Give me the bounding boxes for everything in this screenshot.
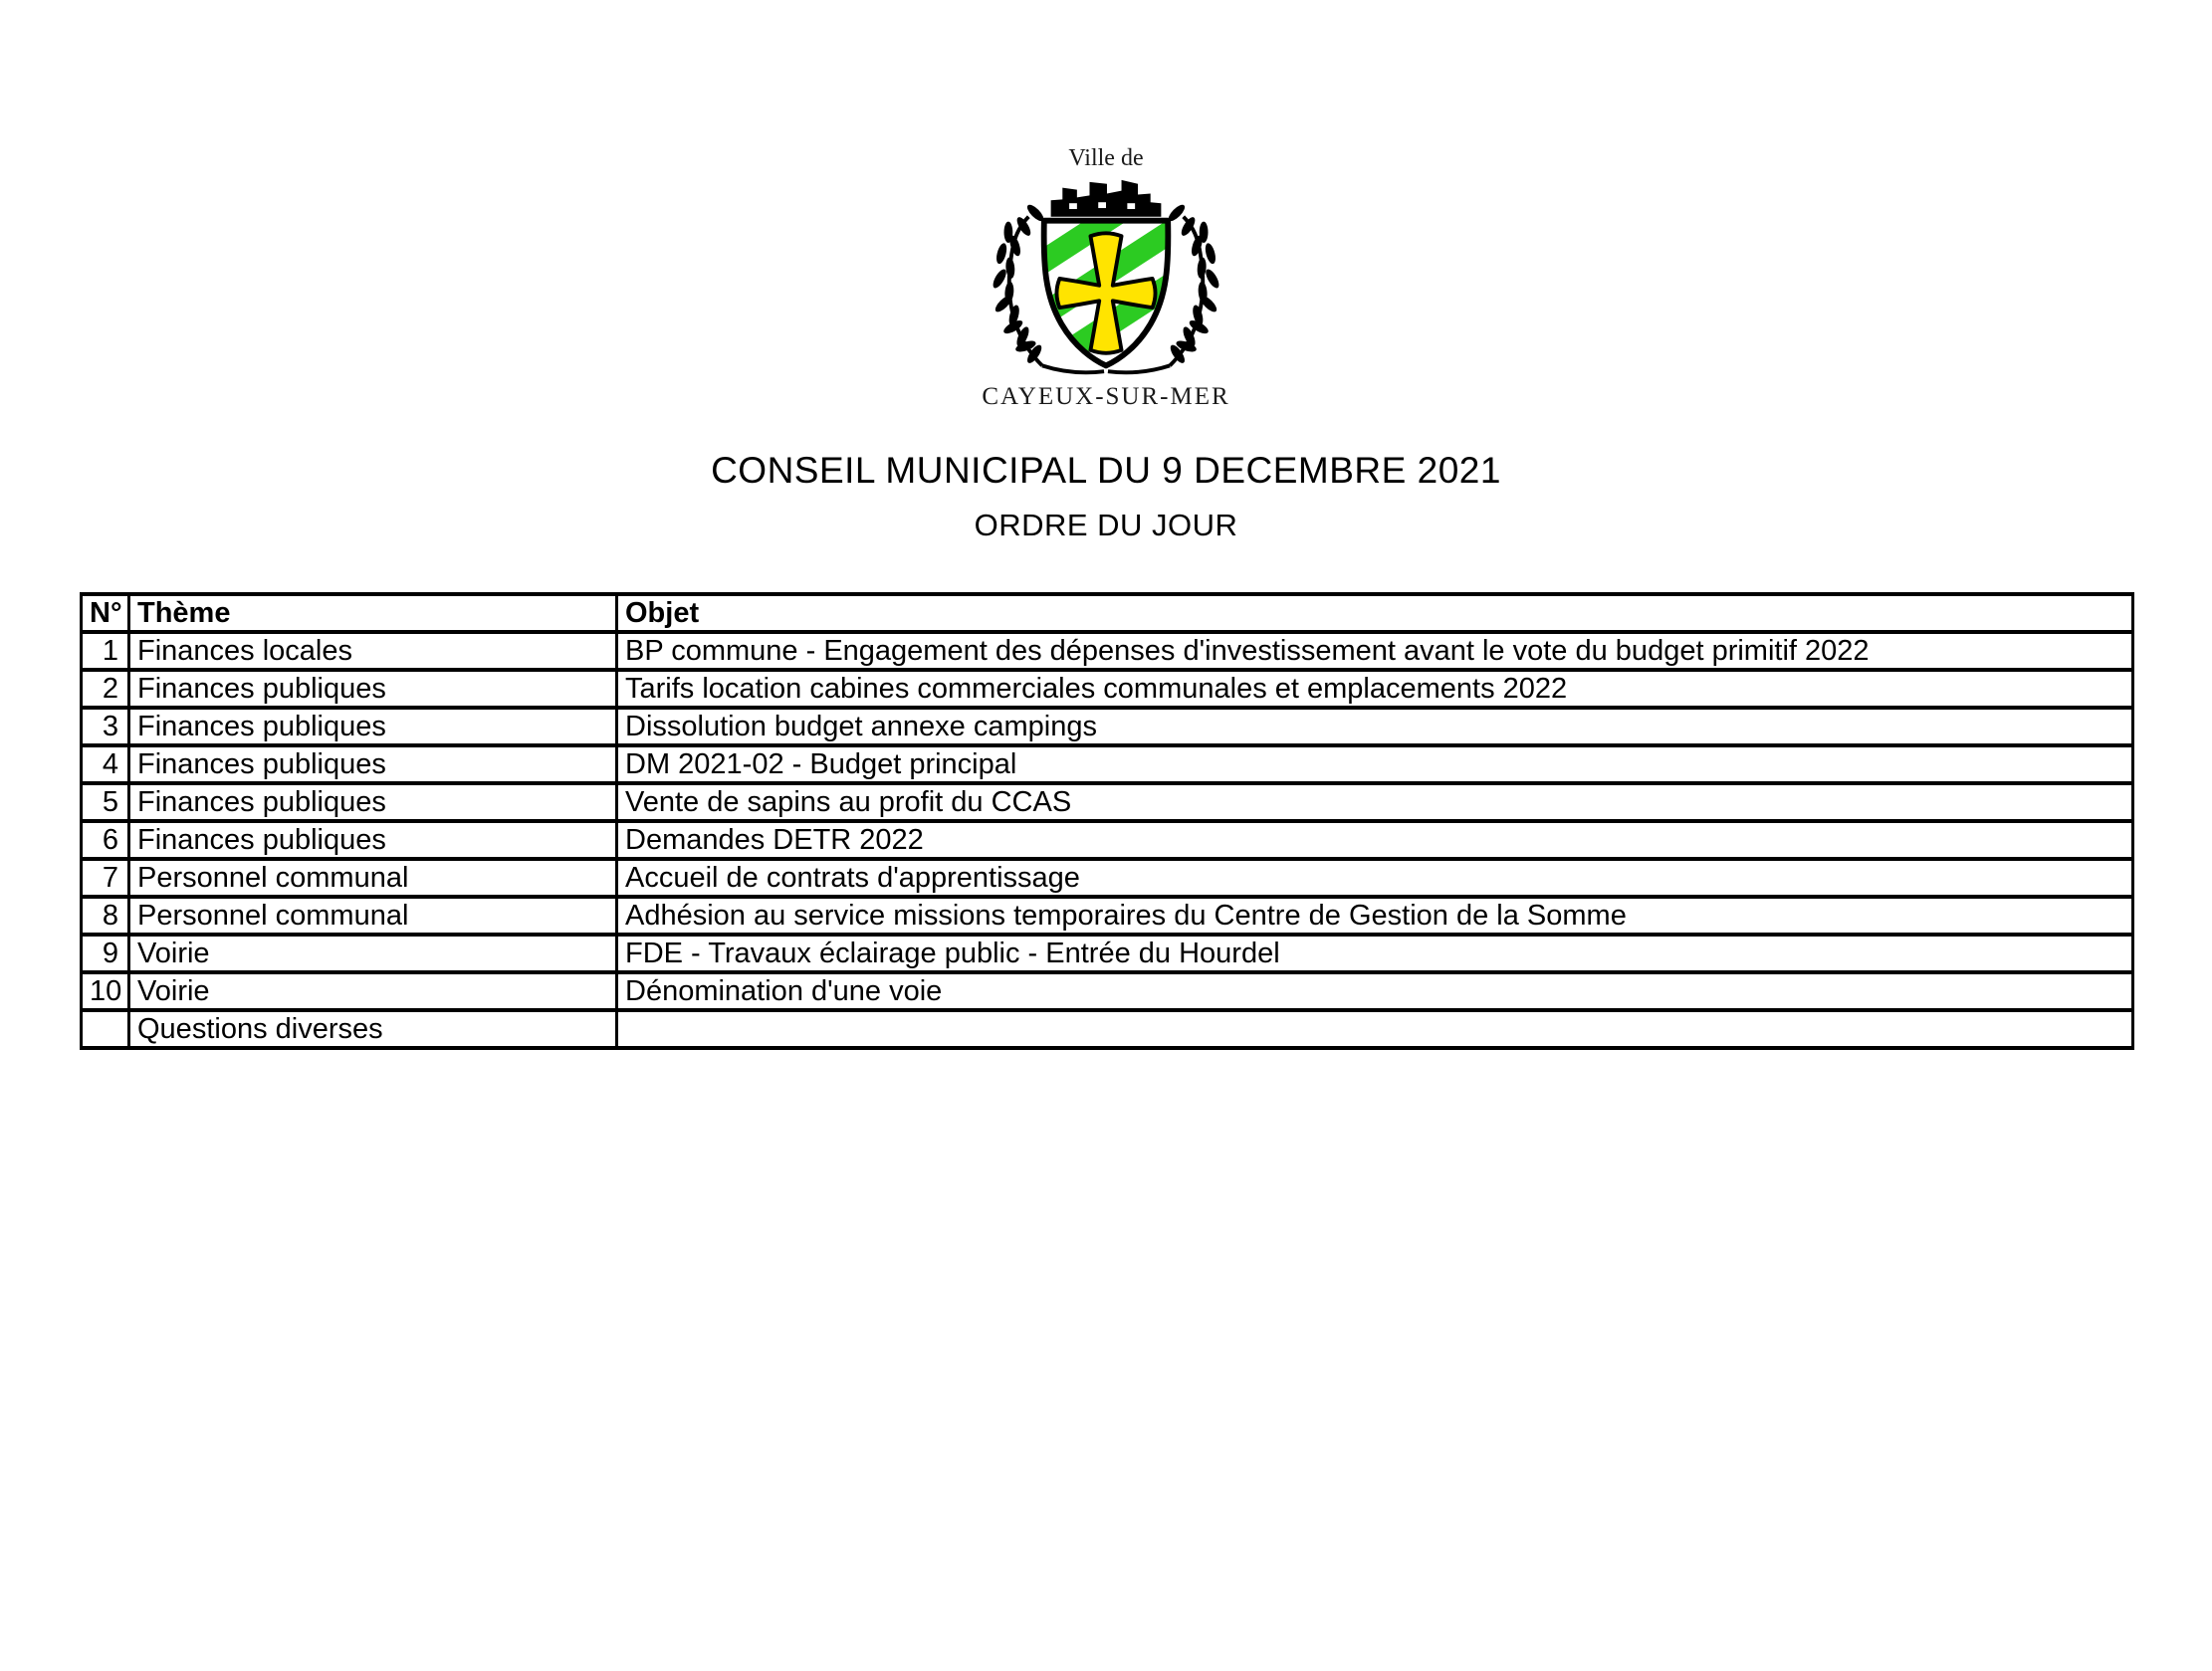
cell-theme: Finances publiques bbox=[129, 821, 617, 859]
cell-objet: Accueil de contrats d'apprentissage bbox=[617, 859, 2133, 897]
table-header-row bbox=[82, 594, 2133, 632]
column-header-theme: Thème bbox=[129, 594, 617, 632]
cell-theme: Finances publiques bbox=[129, 708, 617, 745]
cell-objet: Demandes DETR 2022 bbox=[617, 821, 2133, 859]
cell-theme: Finances publiques bbox=[129, 670, 617, 708]
column-header-objet: Objet bbox=[617, 594, 2133, 632]
table-row bbox=[82, 632, 2133, 670]
cell-num: 7 bbox=[82, 859, 129, 897]
cell-num: 9 bbox=[82, 935, 129, 972]
cell-objet: Vente de sapins au profit du CCAS bbox=[617, 783, 2133, 821]
cell-theme: Questions diverses bbox=[129, 1010, 617, 1048]
cell-num: 6 bbox=[82, 821, 129, 859]
table-row bbox=[82, 897, 2133, 935]
cell-num: 2 bbox=[82, 670, 129, 708]
cell-theme: Personnel communal bbox=[129, 859, 617, 897]
page-title: CONSEIL MUNICIPAL DU 9 DECEMBRE 2021 bbox=[711, 450, 1501, 491]
cell-num: 10 bbox=[82, 972, 129, 1010]
table-row bbox=[82, 859, 2133, 897]
table-row bbox=[82, 935, 2133, 972]
table-row bbox=[82, 670, 2133, 708]
table-row bbox=[82, 708, 2133, 745]
table-row bbox=[82, 821, 2133, 859]
cell-objet: Tarifs location cabines commerciales communales et emplacements 2022 bbox=[617, 670, 2133, 708]
shield-icon bbox=[1044, 221, 1169, 366]
city-logo bbox=[0, 145, 2212, 411]
table-row bbox=[82, 1010, 2133, 1048]
coat-of-arms-icon bbox=[975, 176, 1237, 379]
cell-num: 3 bbox=[82, 708, 129, 745]
page-subtitle: ORDRE DU JOUR bbox=[974, 508, 1238, 542]
table-row bbox=[82, 783, 2133, 821]
agenda-table bbox=[80, 592, 2134, 1050]
cell-objet: Dénomination d'une voie bbox=[617, 972, 2133, 1010]
cell-objet: DM 2021-02 - Budget principal bbox=[617, 745, 2133, 783]
cell-num: 5 bbox=[82, 783, 129, 821]
cell-objet: Dissolution budget annexe campings bbox=[617, 708, 2133, 745]
cell-theme: Finances publiques bbox=[129, 745, 617, 783]
mural-crown-icon bbox=[1051, 180, 1162, 217]
cell-theme: Finances locales bbox=[129, 632, 617, 670]
cell-num: 4 bbox=[82, 745, 129, 783]
cell-objet: FDE - Travaux éclairage public - Entrée du Hourdel bbox=[617, 935, 2133, 972]
cell-num: 8 bbox=[82, 897, 129, 935]
logo-city-name-label: CAYEUX-SUR-MER bbox=[982, 383, 1230, 410]
cell-theme: Voirie bbox=[129, 935, 617, 972]
cell-theme: Personnel communal bbox=[129, 897, 617, 935]
cell-objet: Adhésion au service missions temporaires du Centre de Gestion de la Somme bbox=[617, 897, 2133, 935]
table-row bbox=[82, 972, 2133, 1010]
cell-theme: Voirie bbox=[129, 972, 617, 1010]
cell-num: 1 bbox=[82, 632, 129, 670]
cell-theme: Finances publiques bbox=[129, 783, 617, 821]
column-header-num: N° bbox=[82, 594, 129, 632]
cell-objet: BP commune - Engagement des dépenses d'investissement avant le vote du budget primitif 2022 bbox=[617, 632, 2133, 670]
cell-num bbox=[82, 1010, 129, 1048]
logo-ville-de-label: Ville de bbox=[1068, 145, 1144, 171]
table-row bbox=[82, 745, 2133, 783]
cell-objet bbox=[617, 1010, 2133, 1048]
